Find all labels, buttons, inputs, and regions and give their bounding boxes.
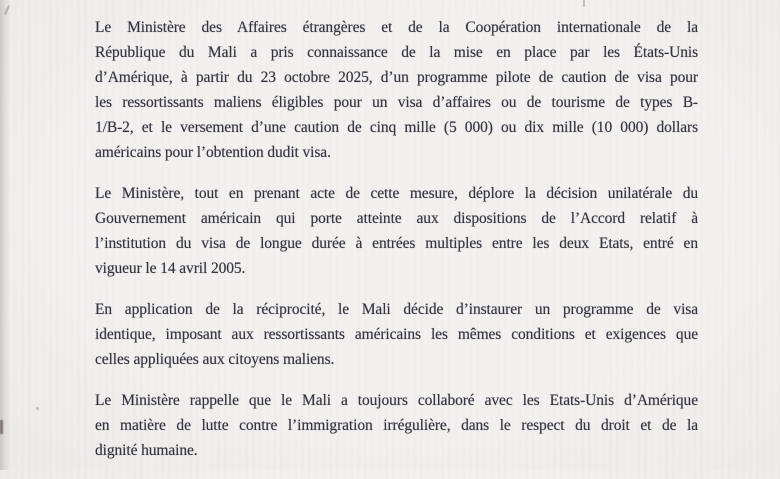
text-line: d’Amérique, à partir du 23 octobre 2025, d’un programme pilote de caution de visa pour: [95, 69, 698, 86]
scan-artifact-top-line: [583, 0, 585, 7]
text-line: l’institution du visa de longue durée à entrées multiples entre les deux Etats, entré en: [95, 235, 698, 252]
paragraph: [95, 297, 698, 372]
text-line: américains pour l’obtention dudit visa.: [95, 144, 331, 161]
document-text-block: [95, 15, 698, 479]
paragraph: [95, 15, 698, 165]
text-line: en matière de lutte contre l’immigration irrégulière, dans le respect du droit et de la: [95, 417, 698, 434]
text-line: identique, imposant aux ressortissants américains les mêmes conditions et exigences que: [95, 326, 698, 343]
text-line: vigueur le 14 avril 2005.: [95, 260, 246, 277]
text-line: 1/B-2, et le versement d’une caution de cinq mille (5 000) ou dix mille (10 000) dollars: [95, 119, 698, 136]
text-line: République du Mali a pris connaissance de la mise en place par les États-Unis: [95, 44, 698, 61]
paragraph: [95, 181, 698, 281]
text-line: Le Ministère des Affaires étrangères et de la Coopération internationale de la: [95, 19, 698, 36]
paragraph: [95, 388, 698, 463]
text-line: dignité humaine.: [95, 442, 198, 459]
text-line: les ressortissants maliens éligibles pour un visa d’affaires ou de tourisme de types B-: [95, 94, 698, 111]
scan-artifact-corner-dash: [4, 5, 10, 15]
text-line: celles appliquées aux citoyens maliens.: [95, 351, 335, 368]
scan-edge-shadow: [0, 0, 10, 470]
scan-artifact-left-dash: [0, 420, 3, 434]
text-line: En application de la réciprocité, le Mali décide d’instaurer un programme de visa: [95, 301, 698, 318]
text-line: Gouvernement américain qui porte atteinte aux dispositions de l’Accord relatif à: [95, 210, 698, 227]
scan-artifact-speck: [36, 407, 39, 410]
text-line: Le Ministère rappelle que le Mali a toujours collaboré avec les Etats-Unis d’Amérique: [95, 392, 698, 409]
text-line: Le Ministère, tout en prenant acte de cette mesure, déplore la décision unilatérale du: [95, 185, 698, 202]
